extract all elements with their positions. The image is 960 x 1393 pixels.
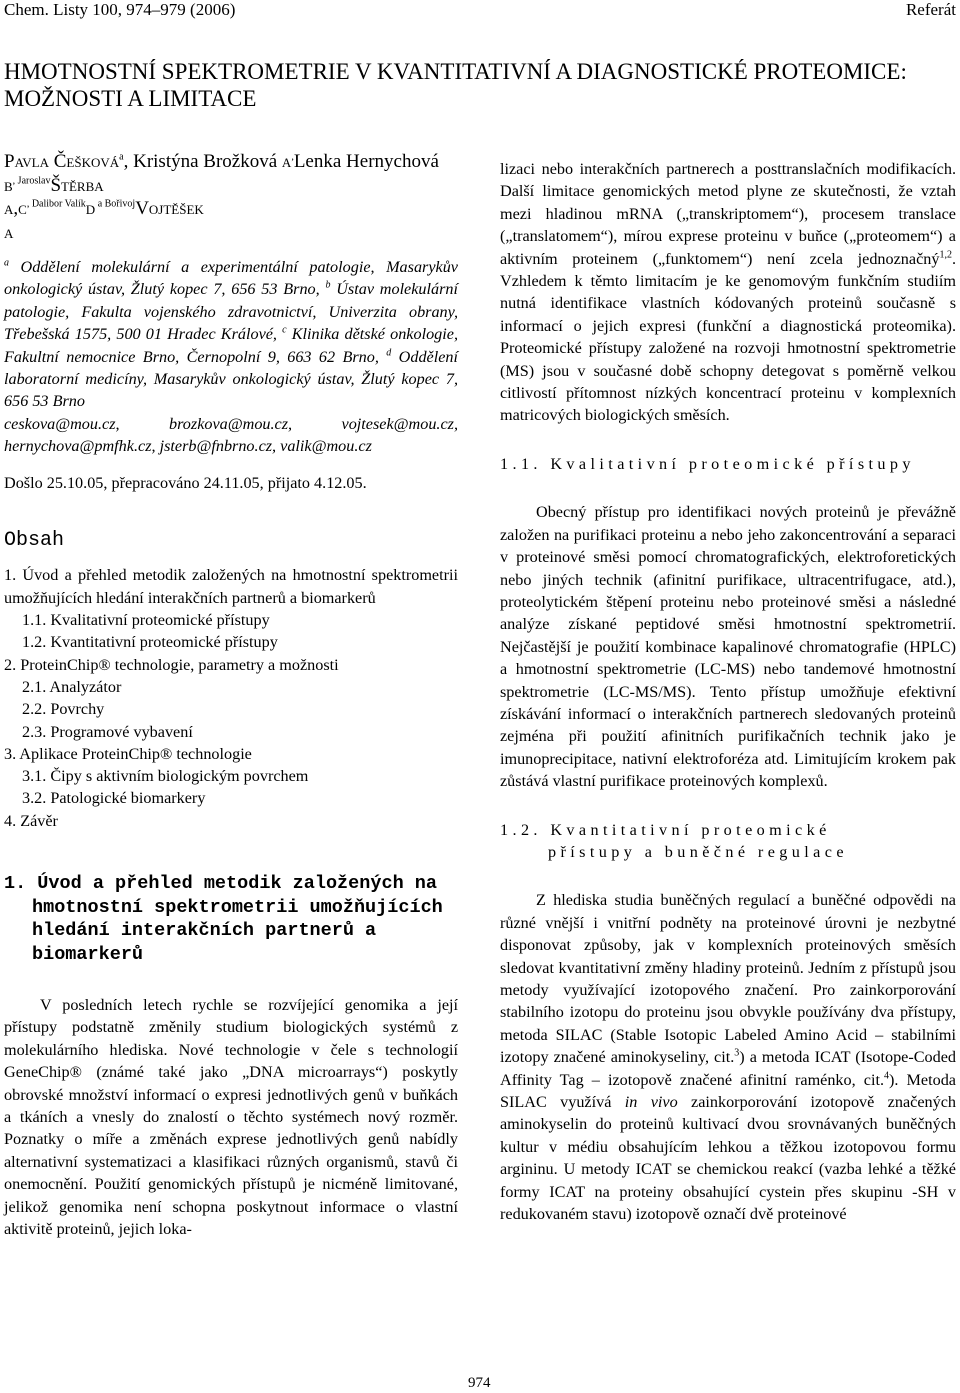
author-list: [4, 150, 458, 244]
subsection-1-2-paragraph: [500, 889, 956, 1225]
text-run: zainkorporování izotopově značených aminokyselin do proteinů kultivací dvou srovnávaných buněčných kultur v médiu obsahujícím lehkou a těžkou izotopovou formu argininu. U metody ICAT se chemickou reakcí (vazba lehké a těžké formy ICAT na proteiny obsahující cystein přes skupinu -SH v redukovaném stavu) izotopově označí dvě proteinové: [500, 1093, 956, 1224]
running-header: [4, 0, 956, 22]
toc-item[interactable]: 3.1. Čipy s aktivním biologickým povrchem: [22, 767, 309, 786]
subsection-1-1-paragraph: Obecný přístup pro identifikaci nových proteinů je převážně založen na purifikaci proteinu a nebo jeho zakoncentrování a separaci v proteinové směsi pomocí chromatografických, elektroforetických nebo jiných technik (afinitní purifikace, ultracentrifugace, atd.), proteolytickém štěpení proteinu nebo proteinové směsi a následné analýze získané peptidové směsi hmotnostní spektrometrií. Nejčastější je použití kombinace kapalinové chromatografie (HPLC) a hmotnostní spektrometrie (LC-MS) nebo tandemové hmotnostní spektrometrie (LC-MS/MS). Tento přístup umožňuje efektivní získávání informací o interakčních partnerech sledovaných proteinů zejména při použití afinitních purifikačních technik jako je imunoprecipitace, nativní elektroforéza atd. Limitujícím krokem pak zůstává vlastní purifikace proteinových komplexů.: [500, 503, 956, 791]
journal-citation: Chem. Listy 100, 974–979 (2006): [4, 0, 236, 19]
subsection-1-1-heading: 1.1. Kvalitativní proteomické přístupy: [500, 454, 915, 473]
heading-line: hledání interakčních partnerů a biomarkerů: [32, 920, 377, 965]
affiliation-b: Ústav molekulární patologie, Fakulta vojenského zdravotnictví, Univerzita obrany, Třebešská 1575, 500 01 Hradec Králové,: [4, 280, 459, 344]
author-name: a,c: [4, 198, 27, 219]
affiliations: $^a$ Oddělení molekulární a experimentální patologie, Masarykův onkologický ústav, Žlutý kopec 7, 656 53 Brno, $^b$ Ústav molekulární patologie, Fakulta vojenského zdravotnictví, Univerzita obrany, Třebešská 1575, 500 01 Hradec Králové, $^c$ Klinika dětské onkologie, Fakultní nemocnice Brno, Černopolní 9, 663 62 Brno, $^d$ Oddělení laboratorní medicíny, Masarykův onkologický ústav, Žlutý kopec 7, 656 53 Brno ceskova@mou.cz, brozkova@mou.cz, vojtesek@mou.cz, hernychova@pmfhk.cz, jsterb@fnbrno.cz, valik@mou.cz: [4, 257, 459, 456]
article-title: HMOTNOSTNÍ SPEKTROMETRIE V KVANTITATIVNÍ A DIAGNOSTICKÉ PROTEOMICE: MOŽNOSTI A LIMITACE: [4, 59, 907, 111]
separator: , Kristýna Brožková: [123, 151, 278, 172]
toc-item[interactable]: 2.3. Programové vybavení: [22, 722, 193, 741]
author-name: a: [281, 151, 292, 172]
text-run: ) a metoda ICAT (Isotope-Coded Affinity Tag – izotopově značené afinitní raménko, cit.: [500, 1048, 956, 1089]
heading-line: přístupy a buněčné regulace: [548, 842, 848, 861]
table-of-contents: [4, 564, 458, 832]
heading-line: 1. Úvod a přehled metodik založených na: [4, 873, 437, 895]
toc-item[interactable]: 1.2. Kvantitativní proteomické přístupy: [22, 633, 278, 652]
toc-item[interactable]: 3. Aplikace ProteinChip® technologie: [4, 744, 252, 763]
author-name: Pavla Češková: [4, 151, 120, 172]
article-type: Referát: [905, 0, 956, 19]
toc-item[interactable]: 4. Závěr: [4, 811, 58, 830]
author-name: d: [85, 198, 96, 219]
toc-item[interactable]: 2.1. Analyzátor: [22, 677, 122, 696]
affiliation-marker: a Bořivoj: [95, 198, 136, 210]
affiliation-c: Klinika dětské onkologie, Fakultní nemocnice Brno, Černopolní 9, 663 62 Brno,: [4, 325, 458, 366]
subsection-1-2-heading: [500, 819, 956, 864]
citation-ref: 3: [734, 1047, 740, 1059]
author-name: a: [4, 221, 14, 243]
affiliation-marker: a: [119, 151, 124, 163]
left-column: [4, 150, 458, 1241]
text-run: . Vzhledem k těmto limitacím je ke genomovým funkčním studiím nutná identifikace vlastních kódovaných proteinů současně s informací o jejich expresi (funkční a diagnostická proteomika). Proteomické přístupy založené na rozvoji hmotnostní spektrometrie (MS) jsou v současné době schopny detegovat s poměrně velkou citlivostí přítomnost nízkých koncentrací proteinu v komplexních matricových biologických směsích.: [500, 249, 956, 425]
heading-line: hmotnostní spektrometrii umožňujících: [32, 896, 443, 918]
affiliation-d: Oddělení laboratorní medicíny, Masarykův onkologický ústav, Žlutý kopec 7, 656 53 Brno: [4, 347, 458, 411]
continued-paragraph: [500, 158, 956, 427]
citation-ref: 4: [884, 1070, 889, 1082]
received-dates: Došlo 25.10.05, přepracováno 24.11.05, přijato 4.12.05.: [4, 473, 367, 492]
italic-term: in vivo: [624, 1093, 678, 1112]
affiliation-a: Oddělení molekulární a experimentální patologie, Masarykův onkologický ústav, Žlutý kopec 7, 656 53 Brno,: [4, 258, 458, 299]
toc-heading: Obsah: [4, 529, 65, 553]
toc-item[interactable]: 2.2. Povrchy: [22, 700, 105, 719]
text-run: ). Metoda SILAC využívá: [500, 1070, 956, 1112]
citation-ref: 1,2: [939, 249, 952, 261]
right-column: [500, 158, 956, 1225]
affiliation-marker: ,: [291, 151, 294, 163]
text-run: lizaci nebo interakčních partnerech a posttranslačních modifikacích. Další limitace genomických metod plyne ze skutečnosti, že vztah mezi hladinou mRNA („transkriptomem“), procesem translace („translatomem“), mírou exprese proteinu v buňce („proteomem“) a aktivním proteinem („funktomem“) není zcela jednoznačný: [500, 160, 956, 268]
toc-item[interactable]: 2. ProteinChip® technologie, parametry a možnosti: [4, 655, 339, 674]
affiliation-marker: , Dalibor Valík: [26, 198, 86, 210]
page-number: 974: [468, 1375, 491, 1391]
heading-line: 1.2. Kvantitativní proteomické: [500, 820, 831, 839]
toc-item[interactable]: 3.2. Patologické biomarkery: [22, 789, 206, 808]
toc-item[interactable]: 1.1. Kvalitativní proteomické přístupy: [22, 611, 270, 630]
toc-item[interactable]: 1. Úvod a přehled metodik založených na hmotnostní spektrometrii umožňujících hledání interakčních partnerů a biomarkerů: [4, 566, 458, 607]
section-1-heading: [4, 872, 458, 966]
author-emails[interactable]: ceskova@mou.cz, brozkova@mou.cz, vojtesek@mou.cz, hernychova@pmfhk.cz, jsterb@fnbrno.cz, valik@mou.cz: [4, 414, 458, 456]
author-name: Štěrba: [50, 174, 104, 196]
author-name: Vojtěšek: [135, 198, 204, 219]
author-name: b: [4, 174, 13, 196]
section-1-paragraph: V posledních letech rychle se rozvíjející genomika a její přístupy podstatně změnily studium biologických systémů z molekulárního hlediska. Nové technologie v čele s technologií GeneChip® (známé také jako „DNA microarrays“) poskytly obrovské množství informací o expresi jednotlivých genů v buňkách a tkáních a vnesly do znalostí o těchto systémech nový rozměr. Poznatky o míře a změnách exprese jednotlivých genů nabídly alternativní systematizaci a klasifikaci různých organismů, stavů či onemocnění. Použití genomických přístupů je nicméně limitované, jelikož genomika není schopna poskytnout informace o vlastní aktivitě proteinů, jejich loka-: [4, 996, 458, 1239]
separator: Lenka Hernychová: [293, 151, 439, 172]
text-run: Z hlediska studia buněčných regulací a buněčné odpovědi na různé vnější i vnitřní podněty na proteinové úrovni je nezbytné disponovat způsoby, jak v komplexních proteinových směsích sledovat kvantitativní změny hladiny proteinů. Jedním z přístupů jsou metody využívající izotopového značení. Pro zainkorporování stabilního izotopu do proteinu jsou obvykle používány dva přístupy, metoda SILAC (Stable Isotopic Labeled Amino Acid – stabilními izotopy značené aminokyseliny, cit.: [500, 891, 956, 1067]
affiliation-marker: , Jaroslav: [12, 175, 51, 187]
